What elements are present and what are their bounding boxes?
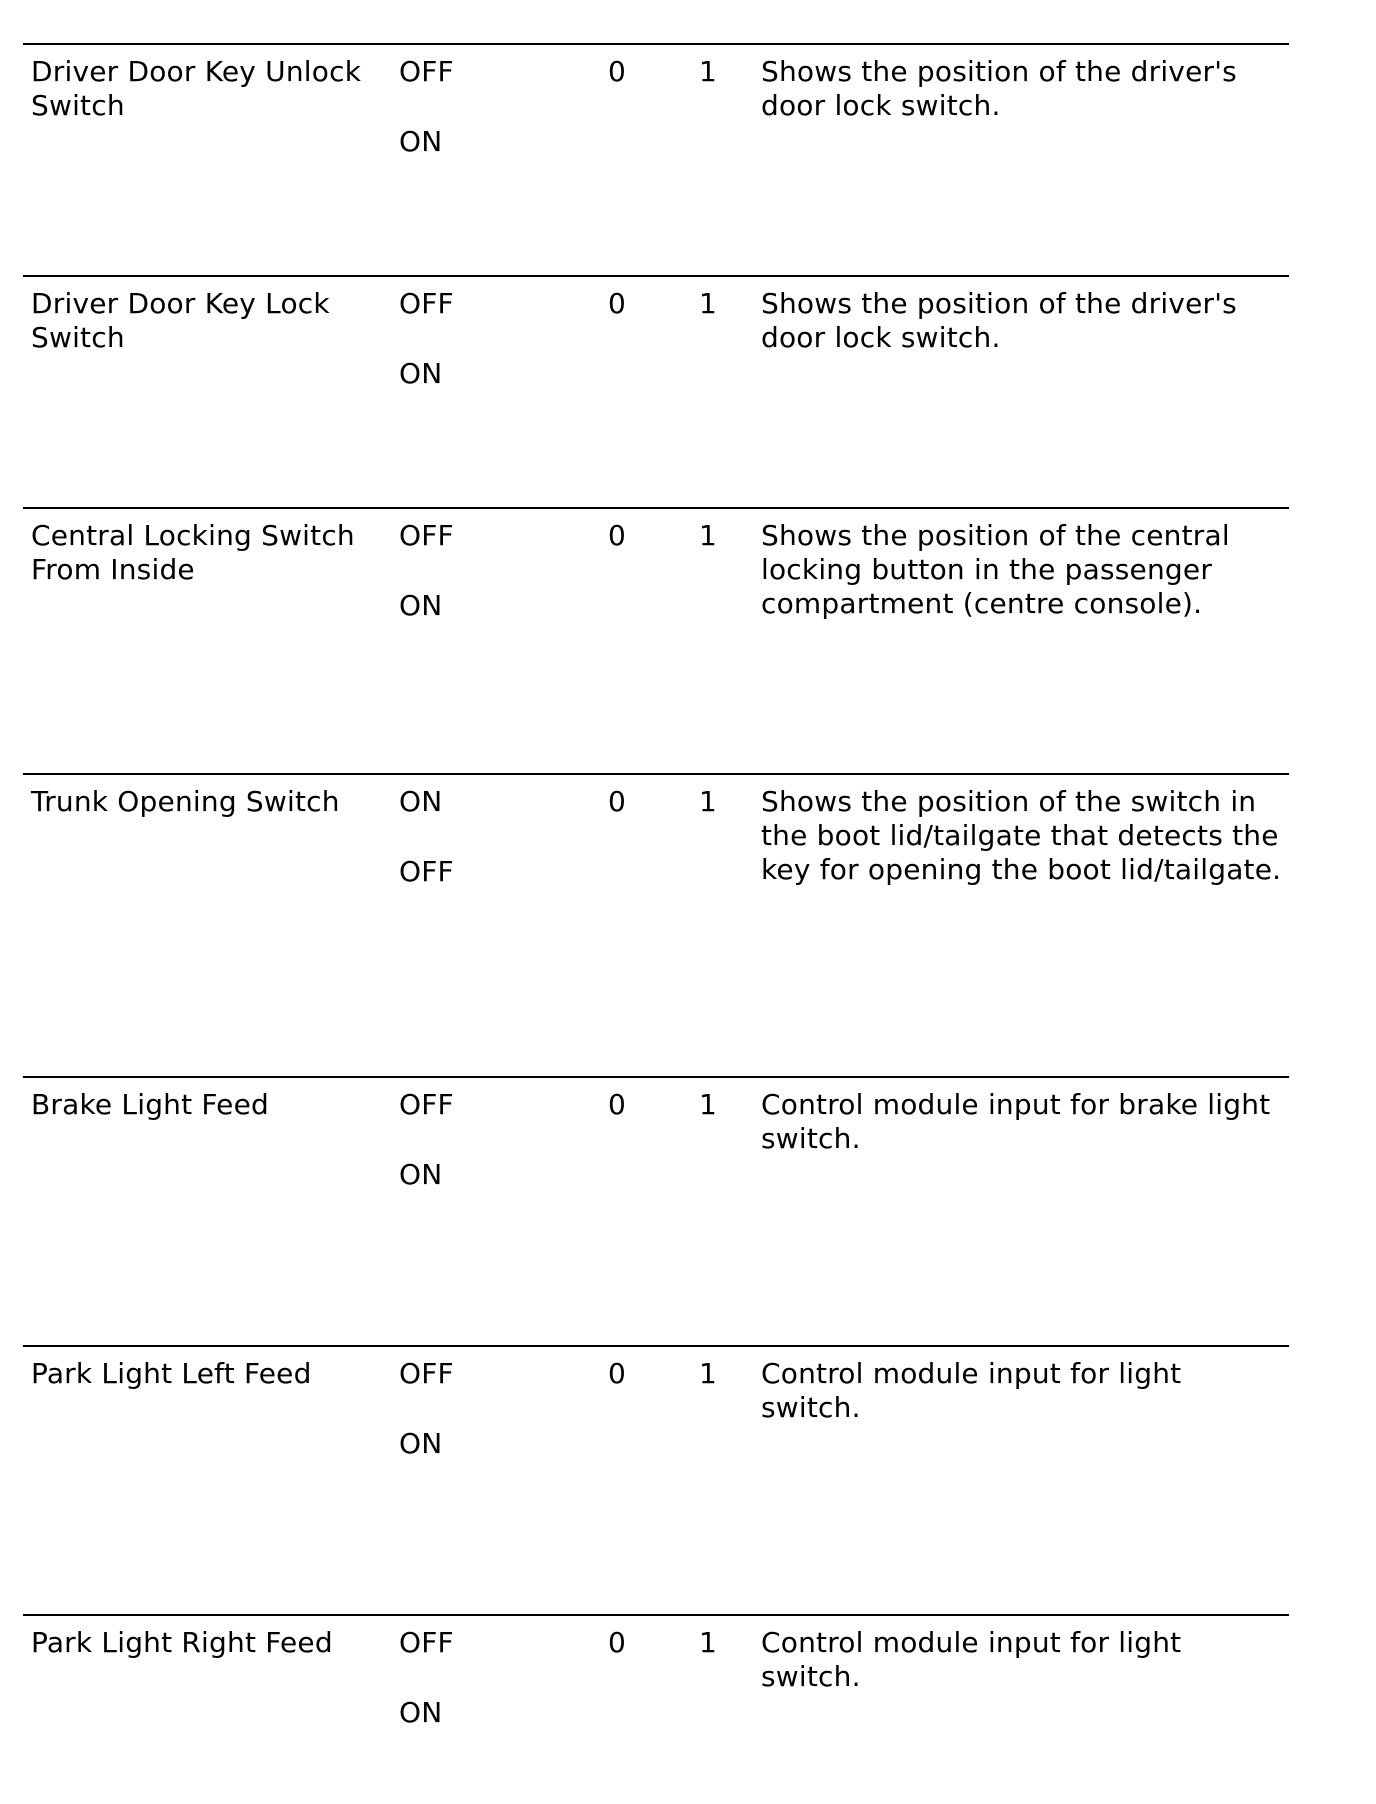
- state-values: [399, 519, 549, 623]
- state-value: ON: [399, 589, 443, 622]
- table-row: [23, 1614, 1289, 1796]
- state-value: ON: [399, 357, 443, 390]
- min-value: 0: [608, 1357, 627, 1390]
- state-value: OFF: [399, 855, 454, 888]
- min-value: 0: [608, 1088, 627, 1121]
- parameter-description: Control module input for light switch.: [761, 1626, 1182, 1693]
- state-value: OFF: [399, 1357, 454, 1390]
- parameter-description: Shows the position of the central locking button in the passenger compartment (centre console).: [761, 519, 1230, 620]
- parameter-description: Shows the position of the driver's door lock switch.: [761, 287, 1237, 354]
- min-value: 0: [608, 1626, 627, 1659]
- parameter-description: Shows the position of the driver's door lock switch.: [761, 55, 1237, 122]
- table-row: [23, 773, 1289, 1078]
- state-value: ON: [399, 125, 443, 158]
- max-value: 1: [699, 519, 718, 552]
- min-value: 0: [608, 287, 627, 320]
- max-value: 1: [699, 1088, 718, 1121]
- state-values: [399, 785, 549, 889]
- table-row: [23, 507, 1289, 775]
- max-value: 1: [699, 287, 718, 320]
- parameter-name: Trunk Opening Switch: [31, 785, 340, 818]
- state-values: [399, 1357, 549, 1461]
- table-row: [23, 43, 1289, 277]
- state-value: ON: [399, 1427, 443, 1460]
- parameter-name: Park Light Left Feed: [31, 1357, 312, 1390]
- state-value: OFF: [399, 519, 454, 552]
- parameter-description: Control module input for light switch.: [761, 1357, 1182, 1424]
- max-value: 1: [699, 55, 718, 88]
- table-row: [23, 1345, 1289, 1616]
- min-value: 0: [608, 55, 627, 88]
- state-values: [399, 287, 549, 391]
- parameter-name: Driver Door Key Lock Switch: [31, 287, 330, 354]
- min-value: 0: [608, 519, 627, 552]
- parameter-description: Control module input for brake light switch.: [761, 1088, 1271, 1155]
- state-value: OFF: [399, 1088, 454, 1121]
- max-value: 1: [699, 1357, 718, 1390]
- max-value: 1: [699, 785, 718, 818]
- state-value: ON: [399, 1158, 443, 1191]
- state-values: [399, 1626, 549, 1730]
- state-value: OFF: [399, 1626, 454, 1659]
- state-values: [399, 55, 549, 159]
- parameter-name: Central Locking Switch From Inside: [31, 519, 355, 586]
- state-value: OFF: [399, 55, 454, 88]
- parameter-name: Brake Light Feed: [31, 1088, 270, 1121]
- state-value: ON: [399, 1696, 443, 1729]
- state-values: [399, 1088, 549, 1192]
- state-value: OFF: [399, 287, 454, 320]
- max-value: 1: [699, 1626, 718, 1659]
- parameter-name: Park Light Right Feed: [31, 1626, 333, 1659]
- parameter-name: Driver Door Key Unlock Switch: [31, 55, 362, 122]
- min-value: 0: [608, 785, 627, 818]
- parameter-description: Shows the position of the switch in the boot lid/tailgate that detects the key for opening the boot lid/tailgate.: [761, 785, 1282, 886]
- table-row: [23, 275, 1289, 509]
- table-row: [23, 1076, 1289, 1347]
- state-value: ON: [399, 785, 443, 818]
